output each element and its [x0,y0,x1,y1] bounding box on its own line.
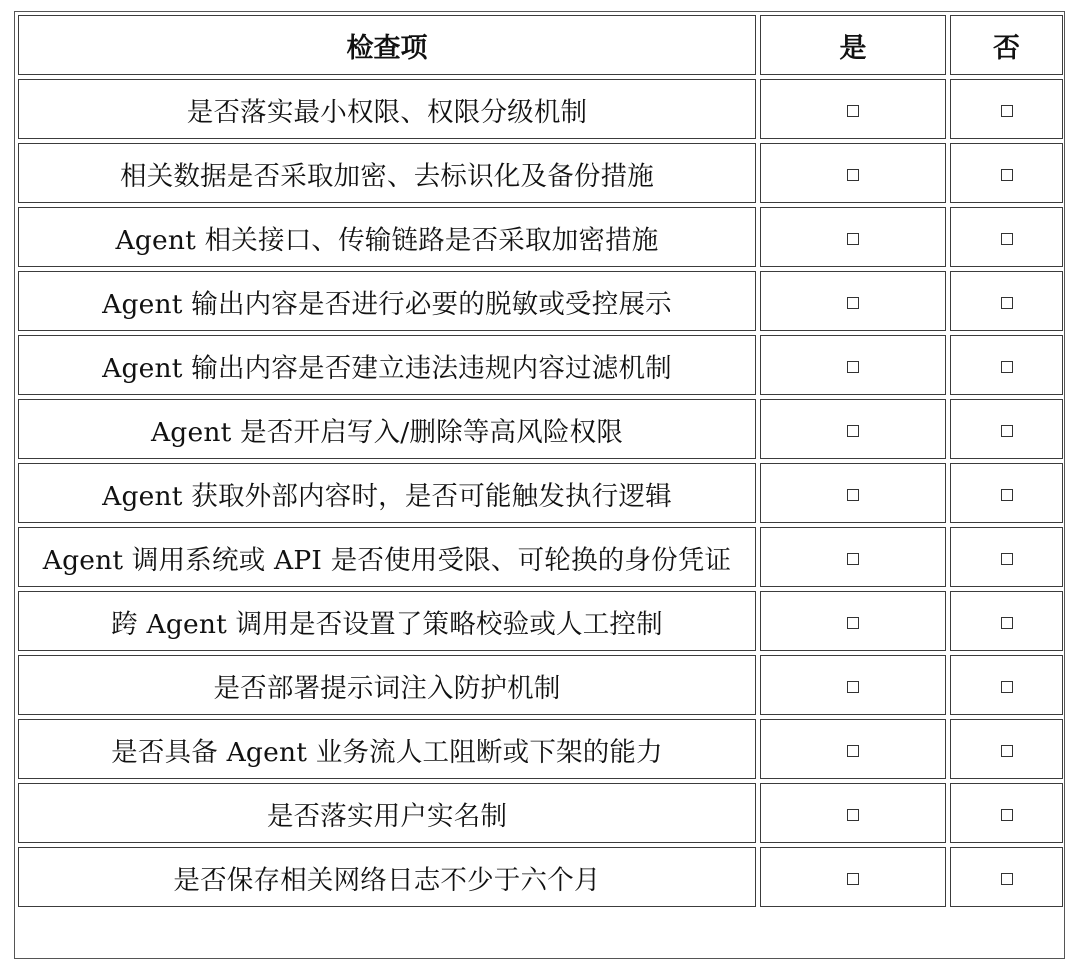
table-row [18,143,1063,203]
yes-cell [760,271,946,331]
yes-cell [760,399,946,459]
no-cell [950,847,1063,907]
yes-checkbox[interactable] [847,681,859,693]
check-item-label: 跨 Agent 调用是否设置了策略校验或人工控制 [18,591,756,651]
check-item-label: Agent 是否开启写入/删除等高风险权限 [18,399,756,459]
no-checkbox[interactable] [1001,617,1013,629]
header-row [18,15,1063,75]
yes-cell [760,527,946,587]
yes-checkbox[interactable] [847,489,859,501]
checklist-frame [14,11,1065,959]
no-checkbox[interactable] [1001,361,1013,373]
yes-cell [760,847,946,907]
no-checkbox[interactable] [1001,297,1013,309]
no-cell [950,527,1063,587]
no-checkbox[interactable] [1001,809,1013,821]
yes-checkbox[interactable] [847,233,859,245]
no-cell [950,655,1063,715]
table-row [18,271,1063,331]
yes-cell [760,207,946,267]
header-no: 否 [950,15,1063,75]
table-row [18,783,1063,843]
yes-checkbox[interactable] [847,553,859,565]
yes-checkbox[interactable] [847,169,859,181]
table-row [18,719,1063,779]
no-cell [950,719,1063,779]
no-checkbox[interactable] [1001,745,1013,757]
no-cell [950,783,1063,843]
check-item-label: 相关数据是否采取加密、去标识化及备份措施 [18,143,756,203]
check-item-label: 是否具备 Agent 业务流人工阻断或下架的能力 [18,719,756,779]
table-row [18,655,1063,715]
yes-checkbox[interactable] [847,425,859,437]
check-item-label: 是否落实用户实名制 [18,783,756,843]
yes-checkbox[interactable] [847,361,859,373]
yes-checkbox[interactable] [847,105,859,117]
table-row [18,847,1063,907]
yes-checkbox[interactable] [847,873,859,885]
no-checkbox[interactable] [1001,233,1013,245]
table-row [18,207,1063,267]
check-item-label: 是否保存相关网络日志不少于六个月 [18,847,756,907]
no-checkbox[interactable] [1001,873,1013,885]
yes-cell [760,463,946,523]
yes-cell [760,655,946,715]
yes-cell [760,335,946,395]
check-item-label: Agent 获取外部内容时，是否可能触发执行逻辑 [18,463,756,523]
table-row [18,335,1063,395]
no-cell [950,399,1063,459]
header-yes: 是 [760,15,946,75]
check-item-label: 是否落实最小权限、权限分级机制 [18,79,756,139]
no-cell [950,591,1063,651]
no-cell [950,143,1063,203]
check-item-label: 是否部署提示词注入防护机制 [18,655,756,715]
yes-cell [760,143,946,203]
yes-cell [760,719,946,779]
no-cell [950,271,1063,331]
yes-cell [760,591,946,651]
no-checkbox[interactable] [1001,425,1013,437]
no-checkbox[interactable] [1001,489,1013,501]
header-item: 检查项 [18,15,756,75]
yes-cell [760,783,946,843]
no-checkbox[interactable] [1001,169,1013,181]
no-checkbox[interactable] [1001,681,1013,693]
table-row [18,527,1063,587]
check-item-label: Agent 输出内容是否建立违法违规内容过滤机制 [18,335,756,395]
check-item-label: Agent 输出内容是否进行必要的脱敏或受控展示 [18,271,756,331]
yes-checkbox[interactable] [847,297,859,309]
check-item-label: Agent 相关接口、传输链路是否采取加密措施 [18,207,756,267]
table-row [18,79,1063,139]
table-row [18,463,1063,523]
no-cell [950,207,1063,267]
yes-checkbox[interactable] [847,617,859,629]
table-row [18,591,1063,651]
yes-checkbox[interactable] [847,809,859,821]
table-row [18,399,1063,459]
check-item-label: Agent 调用系统或 API 是否使用受限、可轮换的身份凭证 [18,527,756,587]
yes-checkbox[interactable] [847,745,859,757]
no-checkbox[interactable] [1001,105,1013,117]
checklist-table [14,11,1067,911]
yes-cell [760,79,946,139]
no-checkbox[interactable] [1001,553,1013,565]
no-cell [950,79,1063,139]
no-cell [950,335,1063,395]
no-cell [950,463,1063,523]
